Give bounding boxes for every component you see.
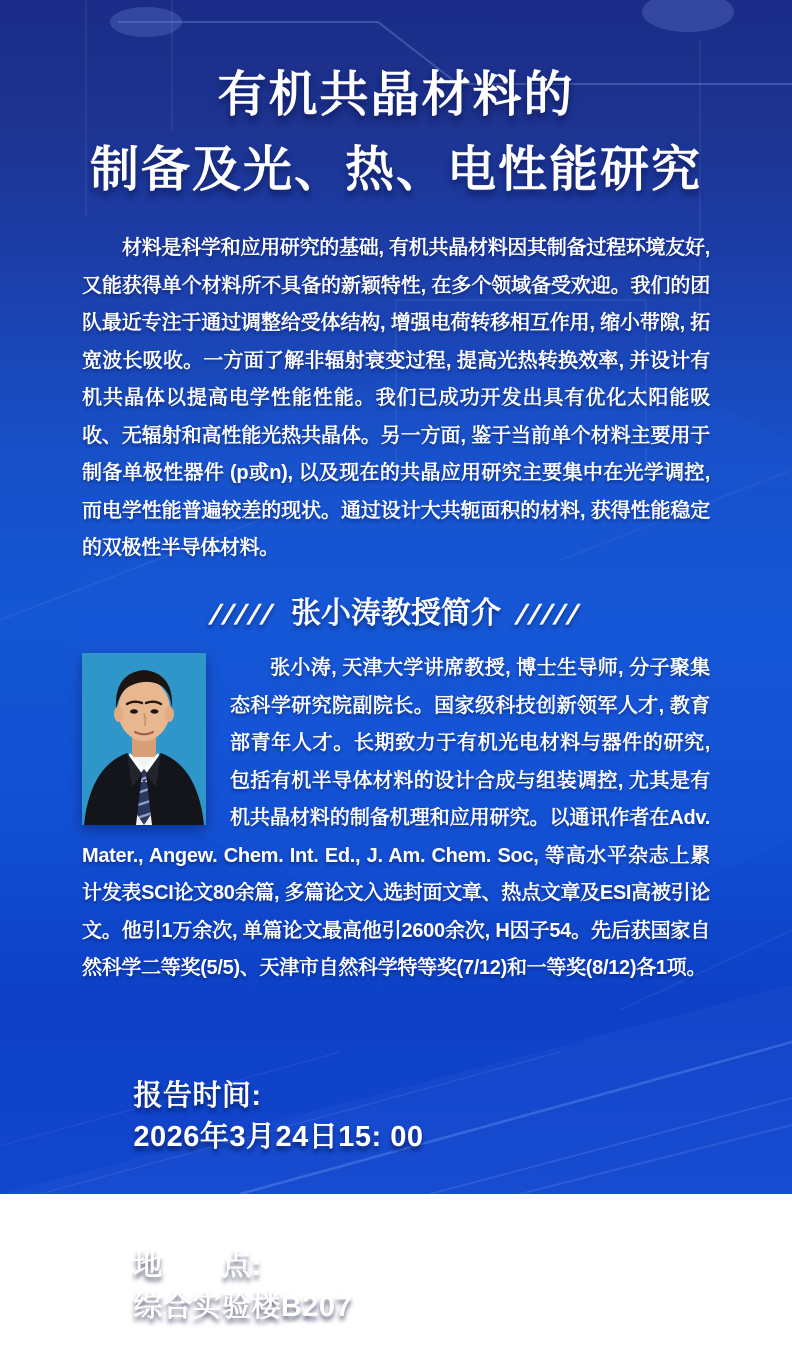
schedule-location-row xyxy=(82,1210,423,1358)
poster-title-line1: 有机共晶材料的 xyxy=(217,68,575,122)
schedule xyxy=(82,1040,423,1358)
schedule-time-row xyxy=(82,1040,423,1188)
slashes-right-icon: ///// xyxy=(513,599,585,630)
professor-photo xyxy=(82,653,206,825)
section-header xyxy=(0,588,792,632)
time-value: 2026年3月24日15: 00 xyxy=(133,1121,424,1153)
time-label: 报告时间: xyxy=(133,1080,262,1112)
bio-text: 张小涛, 天津大学讲席教授, 博士生导师, 分子聚集态科学研究院副院长。国家级科技创新领军人才, 教育部青年人才。长期致力于有机光电材料与器件的研究, 包括有机半导体材料的设计合成与组装调控, 尤其是有机共晶材料的制备机理和应用研究。以通讯作者在Adv. Mater., Angew. Chem. Int. Ed., J. Am. Chem. Soc, 等高水平杂志上累计发表SCI论文80余篇, 多篇论文入选封面文章、热点文章及ESI高被引论文。他引1万余次, 单篇论文最高他引2600余次, H因子54。先后获国家自然科学二等奖(5/5)、天津市自然科学特等奖(7/12)和一等奖(8/12)各1项。 xyxy=(82,657,710,979)
abstract-paragraph: 材料是科学和应用研究的基础, 有机共晶材料因其制备过程环境友好, 又能获得单个材料所不具备的新颖特性, 在多个领域备受欢迎。我们的团队最近专注于通过调整给受体结构, 增强电荷转移相互作用, 缩小带隙, 拓宽波长吸收。一方面了解非辐射衰变过程, 提高光热转换效率, 并设计有机共晶体以提高电学性能性能。我们已成功开发出具有优化太阳能吸收、无辐射和高性能光热共晶体。另一方面, 鉴于当前单个材料主要用于制备单极性器件 (p或n), 以及现在的共晶应用研究主要集中在光学调控, 而电学性能普遍较差的现状。通过设计大共轭面积的材料, 获得性能稳定的双极性半导体材料。 xyxy=(82,237,710,559)
slashes-left-icon: ///// xyxy=(207,599,279,630)
location-label: 地 点: xyxy=(133,1250,262,1282)
poster-title xyxy=(0,58,792,208)
professor-bio xyxy=(82,650,710,988)
poster-title-line2: 制备及光、热、电性能研究 xyxy=(89,143,702,197)
section-title: 张小涛教授简介 xyxy=(291,597,501,630)
location-value: 综合实验楼B207 xyxy=(133,1291,353,1323)
